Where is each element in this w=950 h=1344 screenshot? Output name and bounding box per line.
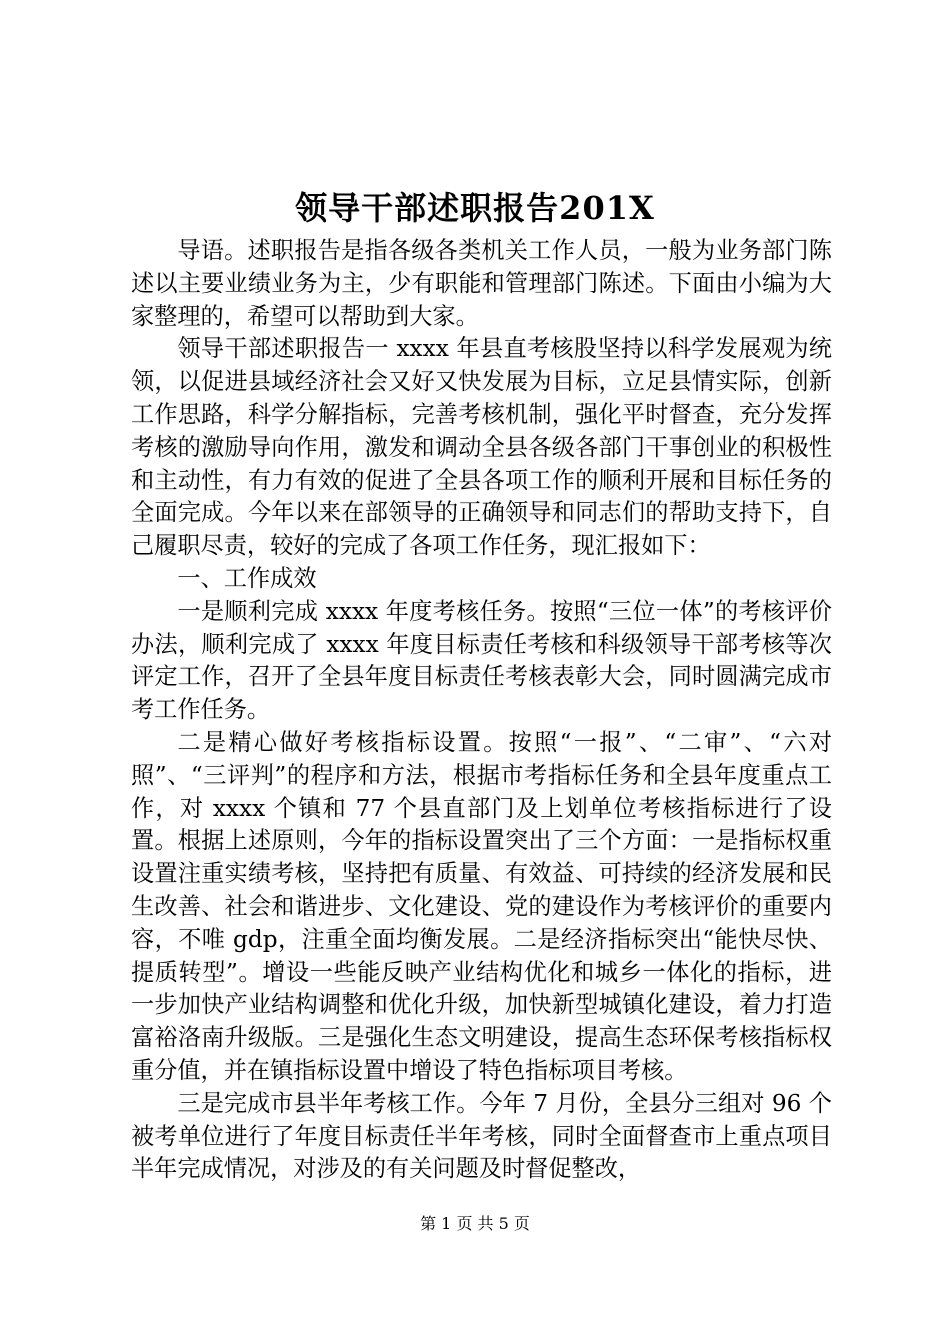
paragraph-report-one: 领导干部述职报告一 xxxx 年县直考核股坚持以科学发展观为统领，以促进县域经济社会又好又快发展为目标，立足县情实际，创新工作思路，科学分解指标，完善考核机制，强化平时督查，充分发挥考核的激励导向作用，激发和调动全县各级各部门干事创业的积极性和主动性，有力有效的促进了全县各项工作的顺利开展和目标任务的全面完成。今年以来在部领导的正确领导和同志们的帮助支持下，自己履职尽责，较好的完成了各项工作任务，现汇报如下： [131, 335, 832, 560]
paragraph-item-two: 二是精心做好考核指标设置。按照“一报”、“二审”、“六对照”、“三评判”的程序和方法，根据市考指标任务和全县年度重点工作，对 xxxx 个镇和 77 个县直部门及上划单位考核指标进行了设置。根据上述原则，今年的指标设置突出了三个方面：一是指标权重设置注重实绩考核，坚持把有质量、有效益、可持续的经济发展和民生改善、社会和谐进步、文化建设、党的建设作为考核评价的重要内容，不唯 gdp，注重全面均衡发展。二是经济指标突出“能快尽快、提质转型”。增设一些能反映产业结构优化和城乡一体化的指标，进一步加快产业结构调整和优化升级，加快新型城镇化建设，着力打造富裕洛南升级版。三是强化生态文明建设，提高生态环保考核指标权重分值，并在镇指标设置中增设了特色指标项目考核。 [131, 728, 832, 1084]
document-title: 领导干部述职报告201X [295, 189, 655, 227]
section-heading-work-results: 一、工作成效 [177, 564, 317, 592]
document-body [131, 235, 832, 1186]
page-number-footer: 第 1 页 共 5 页 [420, 1214, 530, 1233]
paragraph-intro: 导语。述职报告是指各级各类机关工作人员，一般为业务部门陈述以主要业绩业务为主，少有职能和管理部门陈述。下面由小编为大家整理的，希望可以帮助到大家。 [131, 237, 832, 330]
paragraph-item-three: 三是完成市县半年考核工作。今年 7 月份，全县分三组对 96 个被考单位进行了年度目标责任半年考核，同时全面督查市上重点项目半年完成情况，对涉及的有关问题及时督促整改， [131, 1089, 832, 1183]
paragraph-item-one: 一是顺利完成 xxxx 年度考核任务。按照“三位一体”的考核评价办法，顺利完成了 xxxx 年度目标责任考核和科级领导干部考核等次评定工作，召开了全县年度目标责任考核表彰大会，同时圆满完成市考工作任务。 [131, 597, 832, 724]
